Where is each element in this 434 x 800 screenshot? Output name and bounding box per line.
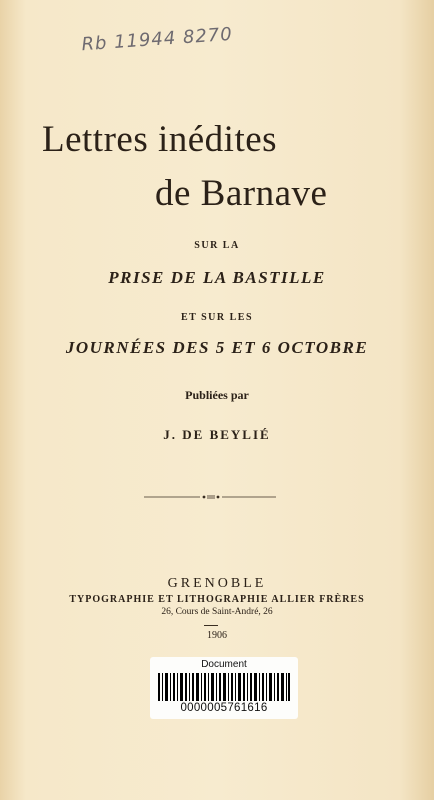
barcode-number: 0000005761616 [180,702,268,714]
imprint-printer: TYPOGRAPHIE ET LITHOGRAPHIE ALLIER FRÈRES [69,594,365,605]
subtitle-connector-1: SUR LA [194,240,240,251]
title-line-2: de Barnave [155,173,328,214]
library-barcode-label [150,657,298,719]
imprint-year: 1906 [207,630,227,641]
imprint-dash [204,625,218,626]
author-name: J. DE BEYLIÉ [163,427,271,442]
label-type: Document [201,659,247,670]
subtitle-topic-1: PRISE DE LA BASTILLE [108,268,326,287]
ornament-divider [144,492,276,502]
handwritten-shelfmark: Rb 11944 8270 [80,23,234,56]
title-line-1: Lettres inédites [42,119,278,160]
imprint-city: GRENOBLE [167,576,267,591]
imprint-address: 26, Cours de Saint-André, 26 [161,607,273,617]
subtitle-topic-2: JOURNÉES DES 5 ET 6 OCTOBRE [65,338,369,357]
barcode-icon [158,673,290,701]
published-by-label: Publiées par [185,388,249,402]
subtitle-connector-2: ET SUR LES [180,312,254,323]
